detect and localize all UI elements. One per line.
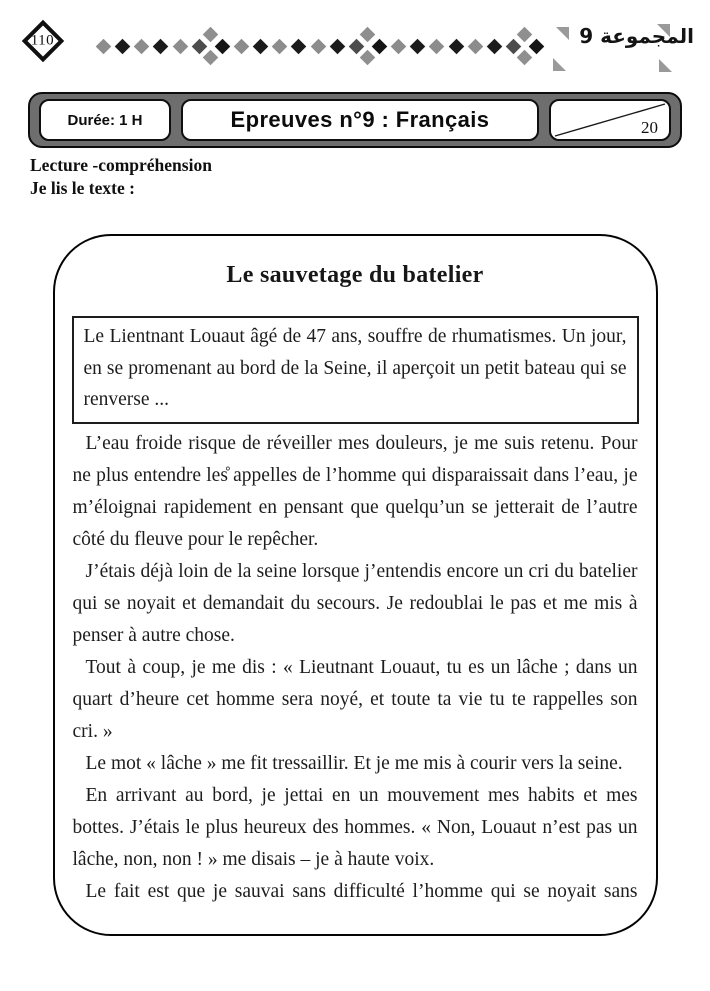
corner-mark-icon bbox=[553, 58, 566, 71]
page-number: 110 bbox=[31, 32, 55, 49]
paragraph: J’étais déjà loin de la seine lorsque j’entendis encore un cri du batelier qui se noyait et demandait du secours. Je redoublai le pas et me mis à penser à autre chose. bbox=[72, 560, 638, 646]
group-label-text: المجموعة 9 bbox=[579, 24, 694, 48]
page-top-ornament-band bbox=[0, 0, 710, 88]
diamond-cluster-icon bbox=[351, 29, 385, 63]
diamond-icon bbox=[203, 50, 219, 66]
diamond-icon bbox=[253, 38, 269, 54]
paragraph: Le fait est que je sauvai sans difficulté l’homme qui se noyait sans bbox=[85, 880, 638, 902]
diamond-icon bbox=[506, 38, 522, 54]
score-total: 20 bbox=[641, 118, 658, 137]
diamond-icon bbox=[115, 38, 131, 54]
diamond-icon bbox=[517, 50, 533, 66]
corner-mark-icon bbox=[659, 59, 672, 72]
diamond-icon bbox=[429, 38, 445, 54]
diamond-icon bbox=[192, 38, 208, 54]
section-headings bbox=[30, 155, 710, 199]
instruction-text: Je lis le texte : bbox=[30, 178, 135, 198]
reading-text-box bbox=[53, 234, 658, 936]
section-heading: Lecture -compréhension bbox=[30, 155, 212, 175]
intro-box bbox=[72, 316, 639, 424]
paragraph: Tout à coup, je me dis : « Lieutnant Louaut, tu es un lâche ; dans un quart d’heure cet homme sera noyé, et toute ta vie tu te rappelles son cri. » bbox=[72, 656, 638, 742]
diamond-icon bbox=[134, 38, 150, 54]
duration-label: Durée: 1 H bbox=[67, 111, 143, 129]
diamond-icon bbox=[529, 38, 545, 54]
diamond-icon bbox=[153, 38, 169, 54]
intro-text: Le Lientnant Louaut âgé de 47 ans, souffre de rhumatismes. Un jour, en se promenant au bord de la Seine, il aperçoit un petit bateau qui se renverse ... bbox=[83, 326, 627, 410]
paragraph: En arrivant au bord, je jettai en un mouvement mes habits et mes bottes. J’étais le plus heureux des hommes. « Non, Louaut n’est pas un lâche, non, non ! » me disais – je à haute voix. bbox=[72, 784, 638, 870]
page-number-badge bbox=[22, 20, 64, 62]
diamond-icon bbox=[517, 27, 533, 43]
diamond-icon bbox=[349, 38, 365, 54]
diamond-icon bbox=[203, 27, 219, 43]
reading-paragraphs bbox=[71, 428, 640, 908]
diamond-icon bbox=[172, 38, 188, 54]
diamond-icon bbox=[448, 38, 464, 54]
diamond-icon bbox=[410, 38, 426, 54]
paragraph: Le mot « lâche » me fit tressaillir. Et je me mis à courir vers la seine. bbox=[85, 752, 623, 774]
diamond-icon bbox=[360, 50, 376, 66]
corner-mark-icon bbox=[556, 27, 569, 40]
paragraph: L’eau froide risque de réveiller mes douleurs, je me suis retenu. Pour ne plus entendre les̊ appelles de l’homme qui disparaissait dans l’eau, je m’éloignai rapidement en pensant que quelqu’un se jetterait de l’autre côté du fleuve pour le repêcher. bbox=[72, 432, 638, 550]
reading-title: Le sauvetage du batelier bbox=[226, 262, 484, 288]
diamond-icon bbox=[291, 38, 307, 54]
diamond-icon bbox=[360, 27, 376, 43]
diamond-icon bbox=[96, 38, 112, 54]
exam-title-box bbox=[181, 99, 539, 141]
diamond-cluster-icon bbox=[508, 29, 542, 63]
diamond-icon bbox=[391, 38, 407, 54]
score-box bbox=[549, 99, 671, 141]
duration-box bbox=[39, 99, 171, 141]
diamond-icon bbox=[234, 38, 250, 54]
diamond-icon bbox=[467, 38, 483, 54]
diamond-icon bbox=[310, 38, 326, 54]
diamond-icon bbox=[372, 38, 388, 54]
diamond-ornament-row bbox=[98, 39, 542, 53]
diamond-icon bbox=[487, 38, 503, 54]
diamond-icon bbox=[215, 38, 231, 54]
diamond-cluster-icon bbox=[194, 29, 228, 63]
exam-title: Epreuves n°9 : Français bbox=[230, 107, 490, 132]
diamond-icon bbox=[329, 38, 345, 54]
group-label bbox=[544, 20, 706, 72]
diamond-icon bbox=[272, 38, 288, 54]
exam-header-bar bbox=[28, 92, 682, 148]
